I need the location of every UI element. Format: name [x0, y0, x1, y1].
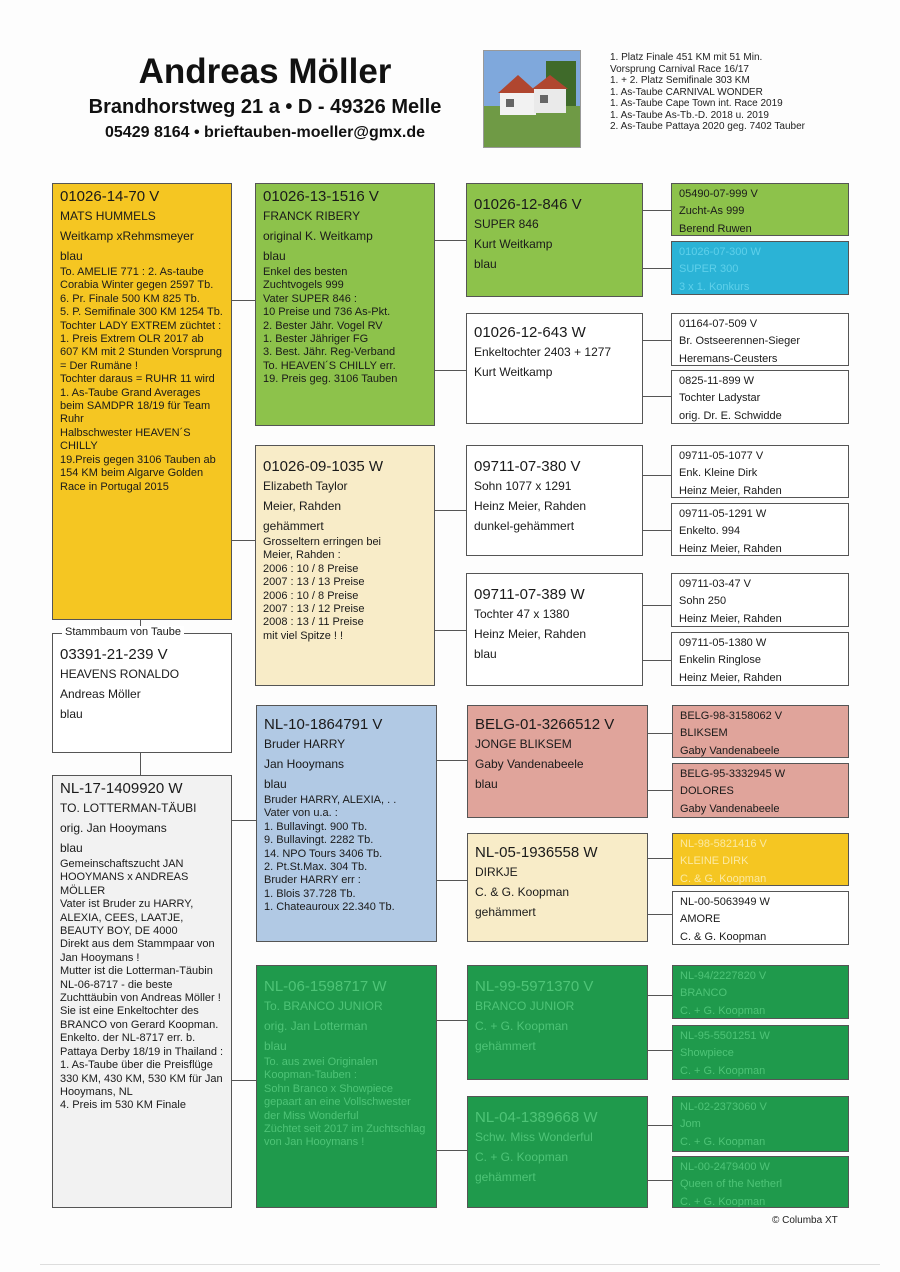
sd-name: Elizabeth Taylor — [263, 479, 348, 493]
dam-note: Mutter ist die Lotterman-Täubin NL-06-8717 - die beste Zuchttäubin von Andreas Möller ! — [60, 965, 221, 1005]
g2-origin: 3 x 1. Konkurs — [679, 281, 750, 293]
g1-origin: Berend Ruwen — [679, 223, 752, 235]
ssd-origin: Kurt Weitkamp — [474, 365, 553, 379]
g2-name: SUPER 300 — [679, 263, 739, 275]
sds-card[interactable] — [466, 445, 643, 556]
sd-note: 2007 : 13 / 12 Preise — [263, 603, 365, 616]
g9-name: BLIKSEM — [680, 727, 728, 739]
g14-name: Showpiece — [680, 1047, 734, 1059]
g11-ring-number: NL-98-5821416 V — [680, 838, 767, 850]
g12-card[interactable] — [672, 891, 849, 945]
ddd-color: gehämmert — [475, 1170, 536, 1184]
dd-origin: orig. Jan Lotterman — [264, 1019, 368, 1033]
g15-ring-number: NL-02-2373060 V — [680, 1101, 767, 1113]
g9-origin: Gaby Vandenabeele — [680, 745, 780, 757]
ds-note: Vater von u.a. : — [264, 807, 338, 820]
sd-origin: Meier, Rahden — [263, 499, 342, 513]
dam-origin: orig. Jan Hooymans — [60, 821, 167, 835]
dss-ring-number: BELG-01-3266512 V — [475, 716, 615, 733]
g13-card[interactable] — [672, 965, 849, 1019]
sds-ring-number: 09711-07-380 V — [474, 458, 581, 475]
ss-color: blau — [263, 249, 286, 263]
ss-note: 3. Best. Jähr. Reg-Verband — [263, 346, 396, 359]
g16-ring-number: NL-00-2479400 W — [680, 1161, 770, 1173]
ss-note: 10 Preise und 736 As-Pkt. — [263, 306, 391, 319]
g12-ring-number: NL-00-5063949 W — [680, 896, 770, 908]
g12-name: AMORE — [680, 913, 721, 925]
sire-note: To. AMELIE 771 : 2. As-taube Corabia Winter gegen 2597 Tb. — [60, 266, 214, 292]
g14-card[interactable] — [672, 1025, 849, 1080]
ss-note: Zuchtvogels 999 — [263, 279, 344, 292]
g2-card[interactable] — [671, 241, 849, 295]
g5-ring-number: 09711-05-1077 V — [679, 450, 764, 462]
ss-ring-number: 01026-13-1516 V — [263, 188, 379, 205]
subject-card[interactable] — [52, 633, 232, 753]
g11-origin: C. & G. Koopman — [680, 873, 767, 885]
ss-note: To. HEAVEN´S CHILLY err. — [263, 359, 396, 372]
dsd-ring-number: NL-05-1936558 W — [475, 844, 598, 861]
g6-ring-number: 09711-05-1291 W — [679, 508, 767, 520]
g9-ring-number: BELG-98-3158062 V — [680, 710, 783, 722]
dsd-name: DIRKJE — [475, 865, 518, 879]
g10-origin: Gaby Vandenabeele — [680, 803, 780, 815]
sire-ring-number: 01026-14-70 V — [60, 188, 160, 205]
g16-origin: C. + G. Koopman — [680, 1196, 766, 1208]
dam-note: 4. Preis im 530 KM Finale — [60, 1099, 186, 1112]
sire-note: Halbschwester HEAVEN´S CHILLY — [60, 426, 191, 453]
g14-ring-number: NL-95-5501251 W — [680, 1030, 770, 1042]
g10-card[interactable] — [672, 763, 849, 818]
sire-name: MATS HUMMELS — [60, 209, 156, 223]
sd-note: Grosseltern erringen bei — [263, 536, 382, 548]
sdd-card[interactable] — [466, 573, 643, 686]
dds-ring-number: NL-99-5971370 V — [475, 978, 594, 995]
sire-color: blau — [60, 249, 83, 263]
g7-name: Sohn 250 — [679, 595, 727, 607]
g8-card[interactable] — [671, 632, 849, 686]
dam-note: Gemeinschaftszucht JAN HOOYMANS x ANDREAS MÖLLER — [60, 858, 189, 897]
g3-name: Br. Ostseerennen-Sieger — [679, 335, 801, 347]
achievement-line: 2. As-Taube Pattaya 2020 geg. 7402 Tauber — [610, 121, 805, 132]
g6-card[interactable] — [671, 503, 849, 556]
g11-card[interactable] — [672, 833, 849, 886]
ss-name: FRANCK RIBERY — [263, 209, 361, 223]
sire-origin: Weitkamp xRehmsmeyer — [60, 229, 194, 243]
ds-note: 1. Bullavingt. 900 Tb. — [264, 820, 368, 833]
achievement-line: 1. Platz Finale 451 KM mit 51 Min. — [610, 52, 763, 63]
g13-origin: C. + G. Koopman — [680, 1005, 766, 1017]
ds-ring-number: NL-10-1864791 V — [264, 716, 383, 733]
ssd-name: Enkeltochter 2403 + 1277 — [474, 345, 612, 359]
sss-color: blau — [474, 257, 497, 271]
sire-card[interactable] — [52, 183, 232, 620]
ddd-name: Schw. Miss Wonderful — [475, 1130, 593, 1144]
sds-origin: Heinz Meier, Rahden — [474, 499, 587, 513]
ss-note: 19. Preis geg. 3106 Tauben — [263, 373, 398, 386]
dss-card[interactable] — [467, 705, 648, 818]
sire-note: 5. P. Semifinale 300 KM 1254 Tb. — [60, 306, 223, 319]
sdd-origin: Heinz Meier, Rahden — [474, 627, 587, 641]
sd-note: Meier, Rahden : — [263, 549, 341, 562]
dam-dam-card[interactable] — [256, 965, 437, 1208]
g15-name: Jom — [680, 1118, 701, 1130]
ds-note: 2. Pt.St.Max. 304 Tb. — [264, 861, 368, 874]
dds-color: gehämmert — [475, 1039, 536, 1053]
sire-note: Tochter LADY EXTREM züchtet : — [60, 319, 222, 332]
dam-sire-card[interactable] — [256, 705, 437, 942]
g15-origin: C. + G. Koopman — [680, 1136, 766, 1148]
breeder-contact: 05429 8164 • brieftauben-moeller@gmx.de — [105, 124, 425, 141]
achievement-line: 1. As-Taube Cape Town int. Race 2019 — [610, 98, 783, 109]
g10-name: DOLORES — [680, 785, 734, 797]
dd-color: blau — [264, 1039, 287, 1053]
g15-card[interactable] — [672, 1096, 849, 1152]
ds-origin: Jan Hooymans — [264, 757, 345, 771]
g8-name: Enkelin Ringlose — [679, 654, 761, 666]
g13-name: BRANCO — [680, 987, 728, 999]
dam-ring-number: NL-17-1409920 W — [60, 780, 183, 797]
g7-ring-number: 09711-03-47 V — [679, 578, 751, 590]
sds-name: Sohn 1077 x 1291 — [474, 479, 572, 493]
sire-note: 19.Preis gegen 3106 Tauben ab 154 KM beim Algarve Golden Race in Portugal 2015 — [60, 453, 216, 493]
g2-ring-number: 01026-07-300 W — [679, 246, 761, 258]
dss-origin: Gaby Vandenabeele — [475, 757, 584, 771]
g10-ring-number: BELG-95-3332945 W — [680, 768, 786, 780]
ss-note: 1. Bester Jähriger FG — [263, 333, 369, 346]
sd-note: 2006 : 10 / 8 Preise — [263, 589, 359, 602]
dds-card[interactable] — [467, 965, 648, 1080]
ss-note: Enkel des besten — [263, 266, 348, 278]
dam-note: Vater ist Bruder zu HARRY, ALEXIA, CEES, LAATJE, BEAUTY BOY, DE 4000 — [60, 898, 194, 938]
sire-note: Tochter daraus = RUHR 11 wird 1. As-Taube Grand Averages beim SAMDPR 18/19 für Team Ruhr — [60, 373, 215, 426]
g4-ring-number: 0825-11-899 W — [679, 375, 755, 387]
sss-origin: Kurt Weitkamp — [474, 237, 553, 251]
dd-note: Sohn Branco x Showpiece gepaart an eine Vollschwester der Miss Wonderful — [264, 1082, 411, 1122]
g9-card[interactable] — [672, 705, 849, 758]
footer-credit: © Columba XT — [772, 1215, 838, 1226]
dd-name: To. BRANCO JUNIOR — [264, 999, 383, 1013]
pedigree-legend: Stammbaum von Taube — [62, 626, 184, 638]
achievements-list — [610, 52, 805, 133]
g7-origin: Heinz Meier, Rahden — [679, 613, 782, 625]
sss-card[interactable] — [466, 183, 643, 297]
ds-note: Bruder HARRY, ALEXIA, . . — [264, 794, 397, 806]
sdd-name: Tochter 47 x 1380 — [474, 607, 570, 621]
ss-note: 2. Bester Jähr. Vogel RV — [263, 319, 383, 332]
dam-name: TO. LOTTERMAN-TÄUBI — [60, 801, 197, 815]
sdd-color: blau — [474, 647, 497, 661]
ds-note: 14. NPO Tours 3406 Tb. — [264, 847, 383, 860]
g3-ring-number: 01164-07-509 V — [679, 318, 758, 330]
dam-note: Enkelto. der NL-8717 err. b. Pattaya Derby 18/19 in Thailand : 1. As-Taube über die Preisflüge 330 KM, 430 KM, 530 KM für Jan Hooymans, NL — [60, 1032, 224, 1098]
ssd-ring-number: 01026-12-643 W — [474, 324, 586, 341]
g8-ring-number: 09711-05-1380 W — [679, 637, 767, 649]
g6-name: Enkelto. 994 — [679, 525, 741, 537]
sd-note: 2007 : 13 / 13 Preise — [263, 576, 365, 589]
g5-card[interactable] — [671, 445, 849, 498]
ssd-card[interactable] — [466, 313, 643, 424]
dam-note: Direkt aus dem Stammpaar von Jan Hooymans ! — [60, 938, 215, 964]
g1-name: Zucht-As 999 — [679, 205, 745, 217]
ss-note: Vater SUPER 846 : — [263, 292, 357, 305]
house-photo-image — [484, 51, 580, 147]
achievement-line: 1. As-Taube CARNIVAL WONDER — [610, 86, 763, 98]
sire-sire-card[interactable] — [255, 183, 435, 426]
achievement-line: Vorsprung Carnival Race 16/17 — [610, 63, 749, 75]
g8-origin: Heinz Meier, Rahden — [679, 672, 782, 684]
sss-name: SUPER 846 — [474, 217, 539, 231]
ddd-card[interactable] — [467, 1096, 648, 1208]
subject-breeder: Andreas Möller — [60, 687, 141, 701]
g4-origin: orig. Dr. E. Schwidde — [679, 410, 782, 422]
g3-origin: Heremans-Ceusters — [679, 353, 778, 365]
g16-card[interactable] — [672, 1156, 849, 1208]
dss-color: blau — [475, 777, 498, 791]
ddd-ring-number: NL-04-1389668 W — [475, 1109, 598, 1126]
subject-ring-number: 03391-21-239 V — [60, 646, 168, 663]
dd-note: Züchtet seit 2017 im Zuchtschlag von Jan Hooymans ! — [264, 1123, 426, 1149]
sire-note: 1. Preis Extrem OLR 2017 ab 607 KM mit 2 Stunden Vorsprung = Der Rumäne ! — [60, 333, 223, 372]
ds-note: 1. Blois 37.728 Tb. — [264, 887, 356, 900]
loft-photo — [483, 50, 581, 148]
sd-note: mit viel Spitze ! ! — [263, 629, 344, 642]
dam-card[interactable] — [52, 775, 232, 1208]
sire-dam-card[interactable] — [255, 445, 435, 686]
sire-note: 6. Pr. Finale 500 KM 825 Tb. — [60, 292, 200, 305]
g4-name: Tochter Ladystar — [679, 392, 761, 404]
g12-origin: C. & G. Koopman — [680, 931, 767, 943]
achievement-line: 1. As-Taube As-Tb.-D. 2018 u. 2019 — [610, 109, 769, 121]
subject-name: HEAVENS RONALDO — [60, 667, 180, 681]
g5-origin: Heinz Meier, Rahden — [679, 485, 782, 497]
sd-note: 2008 : 13 / 11 Preise — [263, 616, 364, 629]
dsd-origin: C. & G. Koopman — [475, 885, 570, 899]
g5-name: Enk. Kleine Dirk — [679, 467, 758, 479]
g13-ring-number: NL-94/2227820 V — [680, 970, 767, 982]
ds-note: 1. Chateauroux 22.340 Tb. — [264, 901, 395, 914]
breeder-address: Brandhorstweg 21 a • D - 49326 Melle — [88, 96, 442, 118]
sd-note: 2006 : 10 / 8 Preise — [263, 562, 359, 575]
dds-origin: C. + G. Koopman — [475, 1019, 569, 1033]
dss-name: JONGE BLIKSEM — [475, 737, 572, 751]
g11-name: KLEINE DIRK — [680, 855, 749, 867]
g1-ring-number: 05490-07-999 V — [679, 188, 758, 200]
dds-name: BRANCO JUNIOR — [475, 999, 575, 1013]
sds-color: dunkel-gehämmert — [474, 519, 575, 533]
sdd-ring-number: 09711-07-389 W — [474, 586, 585, 603]
ds-name: Bruder HARRY — [264, 737, 346, 751]
g7-card[interactable] — [671, 573, 849, 627]
sd-ring-number: 01026-09-1035 W — [263, 458, 384, 475]
bottom-divider — [40, 1264, 880, 1265]
ds-note: Bruder HARRY err : — [264, 874, 361, 887]
breeder-name: Andreas Möller — [138, 52, 392, 91]
ss-origin: original K. Weitkamp — [263, 229, 373, 243]
ddd-origin: C. + G. Koopman — [475, 1150, 569, 1164]
sss-ring-number: 01026-12-846 V — [474, 196, 582, 213]
g4-card[interactable] — [671, 370, 849, 424]
dd-ring-number: NL-06-1598717 W — [264, 978, 387, 995]
dam-color: blau — [60, 841, 83, 855]
dsd-color: gehämmert — [475, 905, 536, 919]
g6-origin: Heinz Meier, Rahden — [679, 543, 782, 555]
ds-color: blau — [264, 777, 287, 791]
achievement-line: 1. + 2. Platz Semifinale 303 KM — [610, 75, 750, 86]
g3-card[interactable] — [671, 313, 849, 366]
g16-name: Queen of the Netherl — [680, 1178, 783, 1190]
g1-card[interactable] — [671, 183, 849, 236]
ds-note: 9. Bullavingt. 2282 Tb. — [264, 834, 374, 847]
dsd-card[interactable] — [467, 833, 648, 942]
sd-color: gehämmert — [263, 519, 324, 533]
dam-note: Sie ist eine Enkeltochter des BRANCO von Gerard Koopman. — [60, 1005, 219, 1031]
dd-note: To. aus zwei Originalen Koopman-Tauben : — [264, 1056, 378, 1082]
g14-origin: C. + G. Koopman — [680, 1065, 766, 1077]
subject-color: blau — [60, 707, 83, 721]
